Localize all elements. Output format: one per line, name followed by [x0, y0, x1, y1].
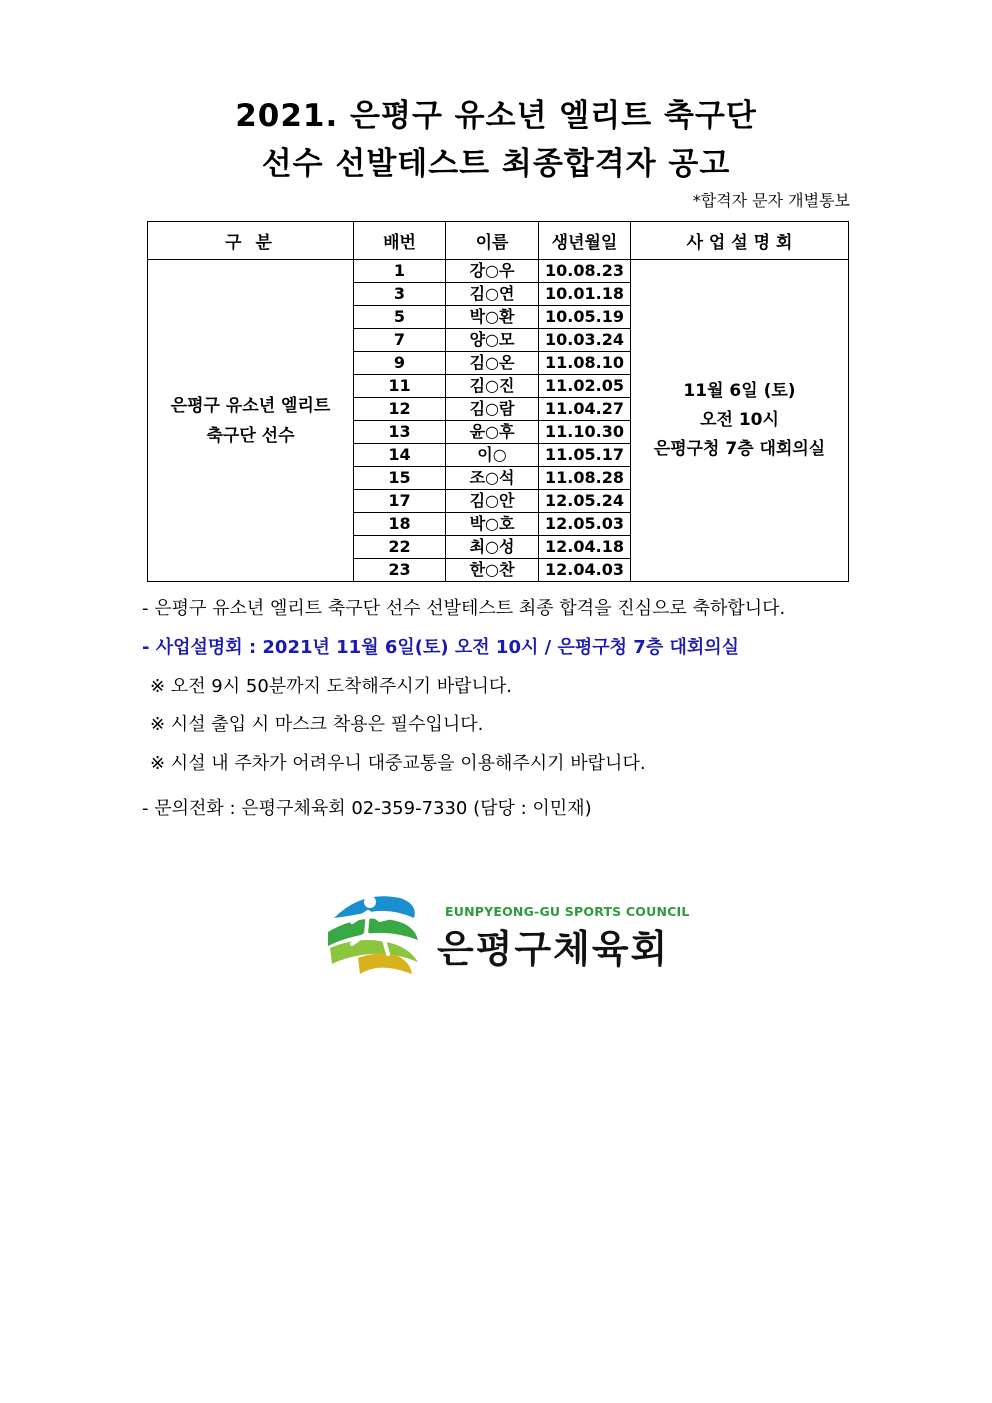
- cell-name: 강○우: [446, 260, 539, 283]
- results-table: [147, 221, 849, 582]
- cell-name: 김○연: [446, 283, 539, 306]
- header-name: 이름: [446, 222, 539, 260]
- cell-number: 11: [354, 375, 446, 398]
- header-birthdate: 생년월일: [539, 222, 631, 260]
- cell-name: 김○진: [446, 375, 539, 398]
- cell-number: 12: [354, 398, 446, 421]
- cell-name: 김○람: [446, 398, 539, 421]
- cell-number: 18: [354, 513, 446, 536]
- cell-number: 13: [354, 421, 446, 444]
- cell-name: 한○찬: [446, 559, 539, 582]
- header-number: 배번: [354, 222, 446, 260]
- cell-birthdate: 11.08.10: [539, 352, 631, 375]
- cell-birthdate: 12.04.03: [539, 559, 631, 582]
- cell-name: 박○호: [446, 513, 539, 536]
- contact-text: - 문의전화 : 은평구체육회 02-359-7330 (담당 : 이민재): [142, 798, 592, 819]
- cell-birthdate: 11.02.05: [539, 375, 631, 398]
- cell-birthdate: 10.01.18: [539, 283, 631, 306]
- cell-number: 9: [354, 352, 446, 375]
- cell-birthdate: 11.08.28: [539, 467, 631, 490]
- logo-korean-text: 은평구체육회: [437, 927, 670, 971]
- congrats-text: - 은평구 유소년 엘리트 축구단 선수 선발테스트 최종 합격을 진심으로 축하합니다.: [142, 598, 786, 619]
- cell-number: 15: [354, 467, 446, 490]
- group-line2: 축구단 선수: [206, 425, 295, 446]
- cell-name: 김○온: [446, 352, 539, 375]
- cell-birthdate: 11.05.17: [539, 444, 631, 467]
- cell-name: 박○환: [446, 306, 539, 329]
- arrival-note: ※ 오전 9시 50분까지 도착해주시기 바랍니다.: [150, 676, 512, 697]
- page-title-line1: 2021. 은평구 유소년 엘리트 축구단: [235, 98, 757, 134]
- notification-note: *합격자 문자 개별통보: [692, 191, 850, 210]
- table-row: [148, 260, 849, 283]
- cell-number: 5: [354, 306, 446, 329]
- page-title-line2: 선수 선발테스트 최종합격자 공고: [261, 146, 731, 182]
- logo-english-text: EUNPYEONG-GU SPORTS COUNCIL: [445, 904, 690, 919]
- cell-name: 최○성: [446, 536, 539, 559]
- cell-birthdate: 12.04.18: [539, 536, 631, 559]
- header-category: 구 분: [148, 222, 354, 260]
- cell-birthdate: 11.04.27: [539, 398, 631, 421]
- cell-birthdate: 12.05.24: [539, 490, 631, 513]
- briefing-line1: 11월 6일 (토): [683, 381, 796, 401]
- cell-birthdate: 12.05.03: [539, 513, 631, 536]
- briefing-text: - 사업설명회 : 2021년 11월 6일(토) 오전 10시 / 은평구청 7층 대회의실: [142, 637, 740, 658]
- group-cell: [148, 260, 354, 582]
- cell-number: 22: [354, 536, 446, 559]
- briefing-line3: 은평구청 7층 대회의실: [653, 439, 826, 459]
- cell-number: 1: [354, 260, 446, 283]
- cell-name: 김○안: [446, 490, 539, 513]
- header-briefing: 사 업 설 명 회: [631, 222, 849, 260]
- cell-number: 23: [354, 559, 446, 582]
- briefing-line2: 오전 10시: [700, 410, 779, 430]
- mask-note: ※ 시설 출입 시 마스크 착용은 필수입니다.: [150, 714, 484, 735]
- cell-number: 7: [354, 329, 446, 352]
- cell-name: 양○모: [446, 329, 539, 352]
- cell-name: 조○석: [446, 467, 539, 490]
- cell-name: 이○: [446, 444, 539, 467]
- table-header-row: [148, 222, 849, 260]
- cell-birthdate: 10.08.23: [539, 260, 631, 283]
- cell-birthdate: 10.03.24: [539, 329, 631, 352]
- cell-number: 3: [354, 283, 446, 306]
- cell-birthdate: 10.05.19: [539, 306, 631, 329]
- cell-name: 윤○후: [446, 421, 539, 444]
- cell-number: 14: [354, 444, 446, 467]
- cell-number: 17: [354, 490, 446, 513]
- group-line1: 은평구 유소년 엘리트: [170, 395, 331, 416]
- briefing-cell: [631, 260, 849, 582]
- cell-birthdate: 11.10.30: [539, 421, 631, 444]
- parking-note: ※ 시설 내 주차가 어려우니 대중교통을 이용해주시기 바랍니다.: [150, 753, 646, 774]
- table-body: [148, 260, 849, 582]
